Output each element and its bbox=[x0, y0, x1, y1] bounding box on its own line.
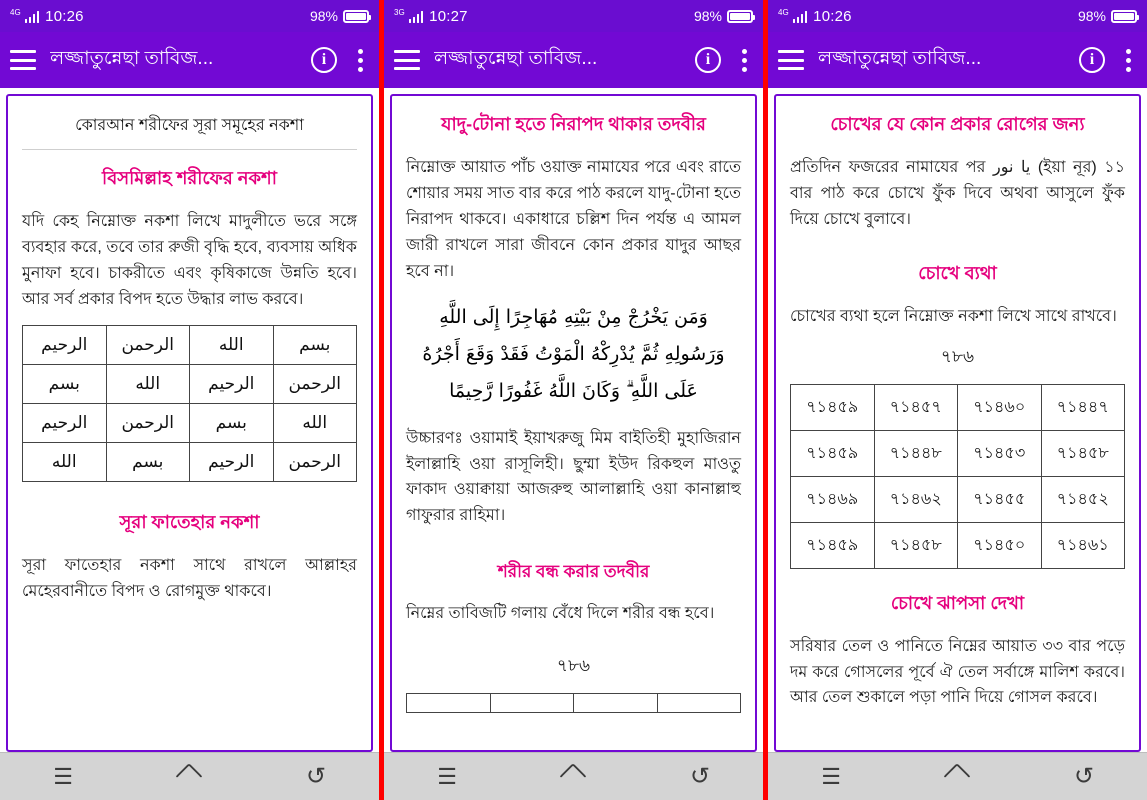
recents-icon: ☰ bbox=[821, 763, 842, 789]
page-title: লজ্জাতুন্নেছা তাবিজ... bbox=[434, 48, 598, 69]
section-title-eye-pain: চোখে ব্যথা bbox=[918, 262, 997, 283]
status-time: 10:26 bbox=[813, 7, 852, 25]
status-network-3 bbox=[778, 7, 807, 23]
recents-button[interactable] bbox=[417, 753, 477, 800]
content-header: কোরআন শরীফের সূরা সমূহের নকশা bbox=[75, 117, 304, 134]
grid-cell: ৭১৪৪৭ bbox=[1041, 384, 1125, 430]
grid-cell: ৭১৪৬০ bbox=[958, 384, 1042, 430]
grid-cell: الله bbox=[273, 403, 357, 442]
grid-cell: ৭১৪৫৯ bbox=[791, 384, 875, 430]
grid-cell: بسم bbox=[23, 364, 107, 403]
table-row bbox=[23, 325, 357, 364]
grid-cell: ৭১৪৫৯ bbox=[791, 430, 875, 476]
network-type-label: 4G bbox=[10, 7, 21, 17]
back-button[interactable] bbox=[670, 753, 730, 800]
battery-icon bbox=[1111, 10, 1137, 23]
battery-icon bbox=[727, 10, 753, 23]
grid-cell bbox=[407, 694, 491, 713]
system-nav-bar-1 bbox=[0, 752, 379, 800]
grid-cell: ৭১৪৬২ bbox=[874, 476, 958, 522]
status-time: 10:26 bbox=[45, 7, 84, 25]
naksha-grid-1 bbox=[22, 325, 357, 482]
network-type-label: 4G bbox=[778, 7, 789, 17]
header-divider bbox=[22, 149, 357, 150]
kebab-menu-icon[interactable] bbox=[351, 49, 369, 72]
section-body-eye-disease: প্রতিদিন ফজরের নামাযের পর يا نور (ইয়া নূর) ১১ বার পাঠ করে চোখে ফুঁক দিবে অথবা আসুলে ফুঁক দিয়ে চোখে বুলাবে। bbox=[790, 159, 1126, 228]
section-body-eye-pain: চোখের ব্যথা হলে নিম্নোক্ত নকশা লিখে সাথে রাখবে। bbox=[790, 307, 1117, 325]
table-row bbox=[23, 403, 357, 442]
content-card-3 bbox=[774, 94, 1141, 752]
section-title-fateha: সূরা ফাতেহার নকশা bbox=[119, 511, 260, 532]
system-nav-bar-2 bbox=[384, 752, 763, 800]
table-row bbox=[407, 694, 741, 713]
info-icon[interactable]: i bbox=[695, 47, 721, 73]
page-title: লজ্জাতুন্নেছা তাবিজ... bbox=[50, 48, 214, 69]
signal-strength-icon bbox=[25, 10, 40, 23]
grid-cell: الرحيم bbox=[190, 364, 274, 403]
home-icon bbox=[175, 762, 203, 790]
grid-cell: بسم bbox=[190, 403, 274, 442]
hamburger-icon[interactable] bbox=[10, 50, 36, 70]
section-title-eye-disease: চোখের যে কোন প্রকার রোগের জন্য bbox=[830, 114, 1085, 134]
status-bar-3 bbox=[768, 0, 1147, 32]
network-type-label: 3G bbox=[394, 7, 405, 17]
status-bar-1 bbox=[0, 0, 379, 32]
home-icon bbox=[943, 762, 971, 790]
info-icon[interactable]: i bbox=[311, 47, 337, 73]
battery-percent-label: 98% bbox=[693, 8, 722, 24]
grid-cell: ৭১৪৬৯ bbox=[791, 476, 875, 522]
grid-cell: ৭১৪৪৮ bbox=[874, 430, 958, 476]
section-body-fateha: সূরা ফাতেহার নকশা সাথে রাখলে আল্লাহর মেহেরবানীতে বিপদ ও রোগমুক্ত থাকবে। bbox=[22, 556, 357, 600]
table-row bbox=[791, 476, 1125, 522]
grid-cell: ৭১৪৫৮ bbox=[874, 522, 958, 568]
grid-cell bbox=[490, 694, 574, 713]
hamburger-icon[interactable] bbox=[394, 50, 420, 70]
kebab-menu-icon[interactable] bbox=[1119, 49, 1137, 72]
app-bar-2 bbox=[384, 32, 763, 88]
home-icon bbox=[559, 762, 587, 790]
naksha-grid-partial bbox=[406, 693, 741, 713]
system-nav-bar-3 bbox=[768, 752, 1147, 800]
info-icon[interactable]: i bbox=[1079, 47, 1105, 73]
signal-strength-icon bbox=[409, 10, 424, 23]
grid-cell: الرحمن bbox=[273, 364, 357, 403]
grid-cell: بسم bbox=[106, 442, 190, 481]
hamburger-icon[interactable] bbox=[778, 50, 804, 70]
taweez-number: ৭৮৬ bbox=[940, 346, 975, 366]
battery-percent-label: 98% bbox=[1077, 8, 1106, 24]
section-title-blurry-vision: চোখে ঝাপসা দেখা bbox=[890, 592, 1025, 613]
table-row bbox=[23, 442, 357, 481]
grid-cell: الله bbox=[106, 364, 190, 403]
table-row bbox=[791, 522, 1125, 568]
grid-cell: ৭১৪৫০ bbox=[958, 522, 1042, 568]
grid-cell: الله bbox=[23, 442, 107, 481]
home-button[interactable] bbox=[927, 753, 987, 800]
home-button[interactable] bbox=[159, 753, 219, 800]
naksha-grid-3 bbox=[790, 384, 1125, 569]
grid-cell: ৭১৪৬১ bbox=[1041, 522, 1125, 568]
table-row bbox=[23, 364, 357, 403]
battery-percent-label: 98% bbox=[309, 8, 338, 24]
grid-cell: الرحيم bbox=[23, 325, 107, 364]
back-icon: ↻ bbox=[689, 763, 710, 790]
grid-cell: الرحمن bbox=[106, 325, 190, 364]
recents-button[interactable] bbox=[801, 753, 861, 800]
page-title: লজ্জাতুন্নেছা তাবিজ... bbox=[818, 48, 982, 69]
content-area-2[interactable] bbox=[384, 88, 763, 752]
section-title-sharir-bandho: শরীর বন্ধ করার তদবীর bbox=[497, 562, 650, 582]
table-row bbox=[791, 430, 1125, 476]
taweez-number: ৭৮৬ bbox=[556, 656, 591, 676]
app-bar-1 bbox=[0, 32, 379, 88]
content-card-1 bbox=[6, 94, 373, 752]
content-card-2 bbox=[390, 94, 757, 752]
grid-cell bbox=[574, 694, 658, 713]
battery-icon bbox=[343, 10, 369, 23]
grid-cell: ৭১৪৫৩ bbox=[958, 430, 1042, 476]
recents-button[interactable] bbox=[33, 753, 93, 800]
section-body-blurry-vision: সরিষার তেল ও পানিতে নিম্নের আয়াত ৩৩ বার পড়ে দম করে গোসলের পূর্বে ঐ তেল সর্বাঙ্গে মালিশ করবে। আর তেল শুকালে পড়া পানি দিয়ে গোসল করবে। bbox=[790, 637, 1125, 707]
transliteration-text: উচ্চারণঃ ওয়ামাই ইয়াখরুজু মিম বাইতিহী মুহাজিরান ইলাল্লাহি ওয়া রাসূলিহী। ছুম্মা ইউদ রিকহুল মাওতু ফাকাদ ওয়াক্বায়া আজরুহু আলাল্লাহি ওয়া কানাল্লাহু গাফুরার রাহিমা। bbox=[406, 429, 741, 525]
grid-cell: الرحمن bbox=[273, 442, 357, 481]
section-body-bismillah: যদি কেহ নিম্নোক্ত নকশা লিখে মাদুলীতে ভরে সঙ্গে ব্যবহার করে, তবে তার রুজী বৃদ্ধি হবে, ব্যবসায় অধিক মুনাফা হবে। চাকরীতে এবং কৃষিকাজে উন্নতি হবে। আর সর্ব প্রকার বিপদ হতে উদ্ধার লাভ করবে। bbox=[22, 213, 357, 308]
grid-cell: الرحيم bbox=[190, 442, 274, 481]
content-area-1[interactable] bbox=[0, 88, 379, 752]
section-body-sharir-bandho: নিম্নের তাবিজটি গলায় বেঁধে দিলে শরীর বন্ধ হবে। bbox=[406, 605, 715, 623]
phone-screen-2 bbox=[384, 0, 763, 800]
recents-icon: ☰ bbox=[437, 763, 458, 789]
app-bar-3 bbox=[768, 32, 1147, 88]
content-area-3[interactable] bbox=[768, 88, 1147, 752]
signal-strength-icon bbox=[793, 10, 808, 23]
status-network-1 bbox=[10, 7, 39, 23]
grid-cell: بسم bbox=[273, 325, 357, 364]
grid-cell: الرحمن bbox=[106, 403, 190, 442]
recents-icon: ☰ bbox=[53, 763, 74, 789]
grid-cell: ৭১৪৫৮ bbox=[1041, 430, 1125, 476]
arabic-verse: وَمَن يَخْرُجْ مِنْ بَيْتِهِ مُهَاجِرًا إِلَى اللَّهِ وَرَسُولِهِ ثُمَّ يُدْرِكْهُ الْمَوْتُ فَقَدْ وَقَعَ أَجْرُهُ عَلَى اللَّهِ ۗ وَكَانَ اللَّهُ غَفُورًا رَّحِيمًا bbox=[422, 305, 725, 402]
back-icon: ↻ bbox=[305, 763, 326, 790]
section-title-jadu-tona: যাদু-টোনা হতে নিরাপদ থাকার তদবীর bbox=[441, 114, 706, 134]
grid-cell: ৭১৪৫৯ bbox=[791, 522, 875, 568]
grid-cell: ৭১৪৫৭ bbox=[874, 384, 958, 430]
back-button[interactable] bbox=[286, 753, 346, 800]
phone-screen-1 bbox=[0, 0, 379, 800]
status-time: 10:27 bbox=[429, 7, 468, 25]
status-bar-2 bbox=[384, 0, 763, 32]
grid-cell bbox=[657, 694, 741, 713]
grid-cell: ৭১৪৫২ bbox=[1041, 476, 1125, 522]
home-button[interactable] bbox=[543, 753, 603, 800]
grid-cell: ৭১৪৫৫ bbox=[958, 476, 1042, 522]
phone-screen-3 bbox=[768, 0, 1147, 800]
grid-cell: الرحيم bbox=[23, 403, 107, 442]
back-button[interactable] bbox=[1054, 753, 1114, 800]
table-row bbox=[791, 384, 1125, 430]
section-title-bismillah: বিসমিল্লাহ শরীফের নকশা bbox=[102, 168, 277, 188]
kebab-menu-icon[interactable] bbox=[735, 49, 753, 72]
back-icon: ↻ bbox=[1073, 763, 1094, 790]
grid-cell: الله bbox=[190, 325, 274, 364]
section-body-jadu-tona: নিম্নোক্ত আয়াত পাঁচ ওয়াক্ত নামাযের পরে এবং রাতে শোয়ার সময় সাত বার করে পাঠ করলে যাদু-টোনা হতে নিরাপদ থাকবে। একাধারে চল্লিশ দিন পর্যন্ত এ আমল জারী রাখলে সারা জীবনে কোন প্রকার যাদুর আছর হবে না। bbox=[406, 159, 741, 280]
status-network-2 bbox=[394, 7, 423, 23]
